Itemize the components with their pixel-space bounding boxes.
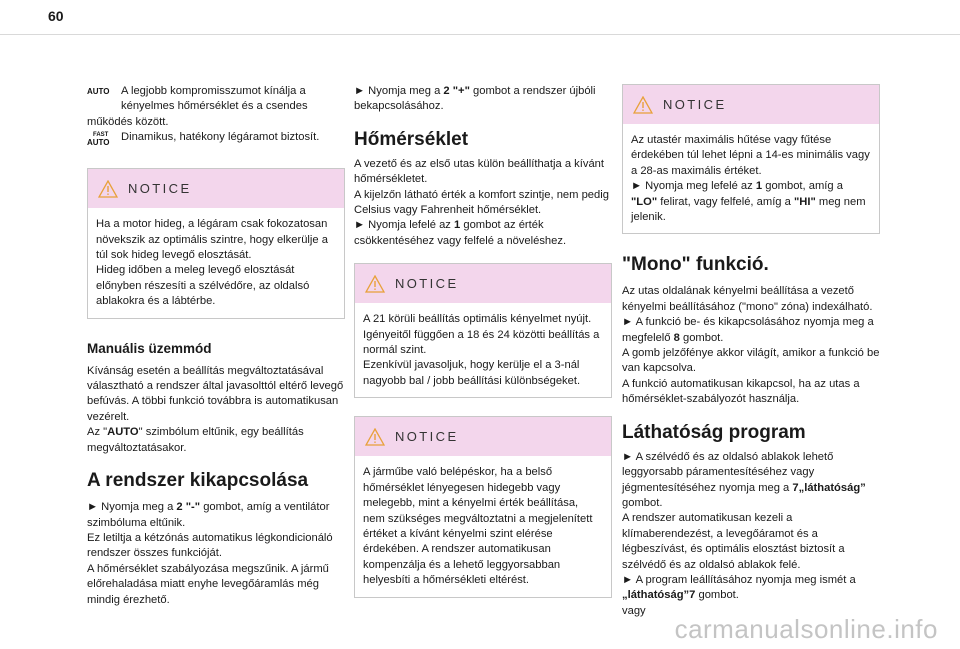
- temperature-text: [354, 157, 612, 249]
- notice-header: [355, 417, 611, 456]
- fast-badge-top: FAST: [93, 132, 109, 139]
- warning-icon: [365, 428, 385, 446]
- notice-text-d: meg nem jelenik.: [631, 195, 866, 224]
- notice-box-max: [622, 84, 880, 234]
- notice-text: [631, 133, 871, 225]
- watermark: carmanualsonline.info: [674, 614, 938, 644]
- notice-body: [355, 456, 611, 596]
- manual-text-bold: AUTO: [107, 426, 139, 439]
- auto-badge-label: AUTO: [87, 87, 110, 96]
- notice-bold-hi: "HI": [793, 195, 816, 208]
- temp-text-a: A vezető és az első utas külön beállíthatja a kívánt hőmérsékletet. A kijelzőn látható érték a komfort szintje, nem pedig Celsius vagy Fahrenheit hőmérséklet. ► Nyomja lefelé az: [354, 157, 609, 232]
- vis-text-c: gombot. vagy: [622, 589, 739, 617]
- auto-mode-text: A legjobb kompromisszumot kínálja a kényelmes hőmérséklet és a csendes: [121, 85, 308, 113]
- vis-text-a: ► A szélvédő és az oldalsó ablakok lehető leggyorsabb páramentesítéséhez vagy jégmentesítéséhez nyomja meg a: [622, 450, 834, 494]
- on-text-bold: 2 "+": [443, 85, 470, 97]
- temp-text-bold: 1: [454, 219, 461, 232]
- visibility-heading: Láthatóság program: [622, 421, 806, 443]
- notice-header: [88, 169, 344, 208]
- temp-text-b: gombot az érték csökkentéséhez vagy felfelé a növeléshez.: [354, 219, 567, 247]
- column-2: [354, 84, 612, 598]
- column-1: [87, 84, 345, 608]
- auto-mode-text-continued: működés között.: [87, 115, 169, 128]
- off-text-a: ► Nyomja meg a: [87, 501, 177, 514]
- manual-mode-text: [87, 364, 345, 456]
- mono-heading: "Mono" funkció.: [622, 254, 769, 276]
- notice-bold-lo: "LO": [631, 195, 658, 208]
- on-text-b: gombot a rendszer újbóli bekapcsolásához.: [354, 85, 596, 113]
- notice-title: NOTICE: [663, 97, 727, 112]
- vis-bold-2: „láthatóság”7: [622, 589, 696, 602]
- warning-icon: [633, 96, 653, 114]
- visibility-text: [622, 450, 880, 619]
- vis-bold-1: 7„láthatóság”: [792, 481, 866, 494]
- manual-text-a: Kívánság esetén a beállítás megváltoztatásával választható a rendszer által javasolttól eltérő levegő befúvás. A többi funkció továbbra is automatikusan vezérelt. Az ": [87, 364, 344, 439]
- header-divider: [0, 34, 960, 35]
- manual-text-b: " szimbólum eltűnik, egy beállítás megváltoztatásakor.: [87, 426, 304, 454]
- notice-text: A 21 körüli beállítás optimális kényelmet nyújt. Igényeitől függően a 18 és 24 közötti beállítás a normál szint. Ezenkívül javasoljuk, hogy kerülje el a 3-nál nagyobb bal / jobb beállítási különbségeket.: [363, 313, 600, 387]
- fast-auto-row: [87, 130, 345, 146]
- notice-body: [623, 124, 879, 233]
- warning-icon: [365, 275, 385, 293]
- system-on-text: [354, 84, 612, 115]
- fast-badge-bottom: AUTO: [87, 138, 110, 148]
- mono-text-b: gombot. A gomb jelzőfénye akkor világít, amikor a funkció be van kapcsolva. A funkció automatikusan kikapcsol, ha az utas a hőmérséklet-szabályozót használja.: [622, 331, 880, 406]
- mono-text-a: Az utas oldalának kényelmi beállítása a vezető kényelmi beállításához ("mono" zóna) indexálható. ► A funkció be- és kikapcsolásához nyomja meg a megfelelő: [622, 285, 874, 344]
- page-number: 60: [48, 8, 64, 24]
- warning-icon: [98, 180, 118, 198]
- mono-text: [622, 284, 880, 407]
- mono-bold: 8: [673, 331, 680, 344]
- auto-mode-row: [87, 84, 345, 115]
- notice-text-b: gombot, amíg a: [762, 180, 843, 193]
- temperature-heading: Hőmérséklet: [354, 128, 469, 150]
- auto-badge-icon: [87, 84, 113, 96]
- notice-body: [88, 208, 344, 317]
- notice-header: [355, 264, 611, 303]
- notice-title: NOTICE: [395, 276, 459, 292]
- off-text-bold: 2 "-": [176, 501, 201, 514]
- notice-header: [623, 85, 879, 124]
- notice-text: Ha a motor hideg, a légáram csak fokozatosan növekszik az optimális szintre, hogy elkerülje a túl sok hideg levegő elosztását. Hideg időben a meleg levegő elosztását előnyben részesíti a szélvédőre, az oldalsó ablakokra és a lábtérbe.: [96, 218, 328, 308]
- manual-mode-heading: Manuális üzemmód: [87, 340, 212, 356]
- system-off-text: [87, 500, 345, 608]
- vis-text-b: gombot. A rendszer automatikusan kezeli a klímaberendezést, a levegőáramot és a légbeszívást, és optimális elosztást biztosít a szélvédő és az oldalsó ablakok felé. ► A program leállításához nyomja meg ismét a: [622, 496, 856, 586]
- fast-auto-text: Dinamikus, hatékony légáramot biztosít.: [121, 131, 320, 144]
- notice-box-comfort: [354, 263, 612, 398]
- notice-box-entry: [354, 416, 612, 597]
- notice-bold-1: 1: [755, 180, 763, 193]
- notice-title: NOTICE: [395, 429, 459, 445]
- on-text-a: ► Nyomja meg a: [354, 85, 444, 97]
- off-text-b: gombot, amíg a ventilátor szimbóluma eltűnik. Ez letiltja a kétzónás automatikus légkondicionáló rendszer összes funkcióját. A hőmérséklet szabályozása megszűnik. A jármű előrehaladása miatt enyhe levegőáramlás még mindig érezhető.: [87, 501, 333, 606]
- notice-text: A járműbe való belépéskor, ha a belső hőmérséklet lényegesen hidegebb vagy melegebb, mint a kényelmi érték beállítása, nem szükséges megváltoztatni a megjelenített értéket a kívánt kényelmi szint elérése érdekében. A rendszer automatikusan kompenzálja és a lehető leggyorsabban helyesbíti a hőmérsékleti eltérést.: [363, 466, 593, 587]
- column-3: [622, 84, 880, 619]
- notice-text-c: felirat, vagy felfelé, amíg a: [657, 195, 794, 208]
- fast-auto-badge-icon: [87, 130, 113, 146]
- notice-body: [355, 303, 611, 397]
- system-off-heading: A rendszer kikapcsolása: [87, 470, 309, 492]
- notice-title: NOTICE: [128, 181, 192, 197]
- notice-text-a: Az utastér maximális hűtése vagy fűtése érdekében túl lehet lépni a 14-es minimális vagy a 28-as maximális értéket. ► Nyomja meg lefelé az: [631, 134, 870, 193]
- notice-box: [87, 168, 345, 318]
